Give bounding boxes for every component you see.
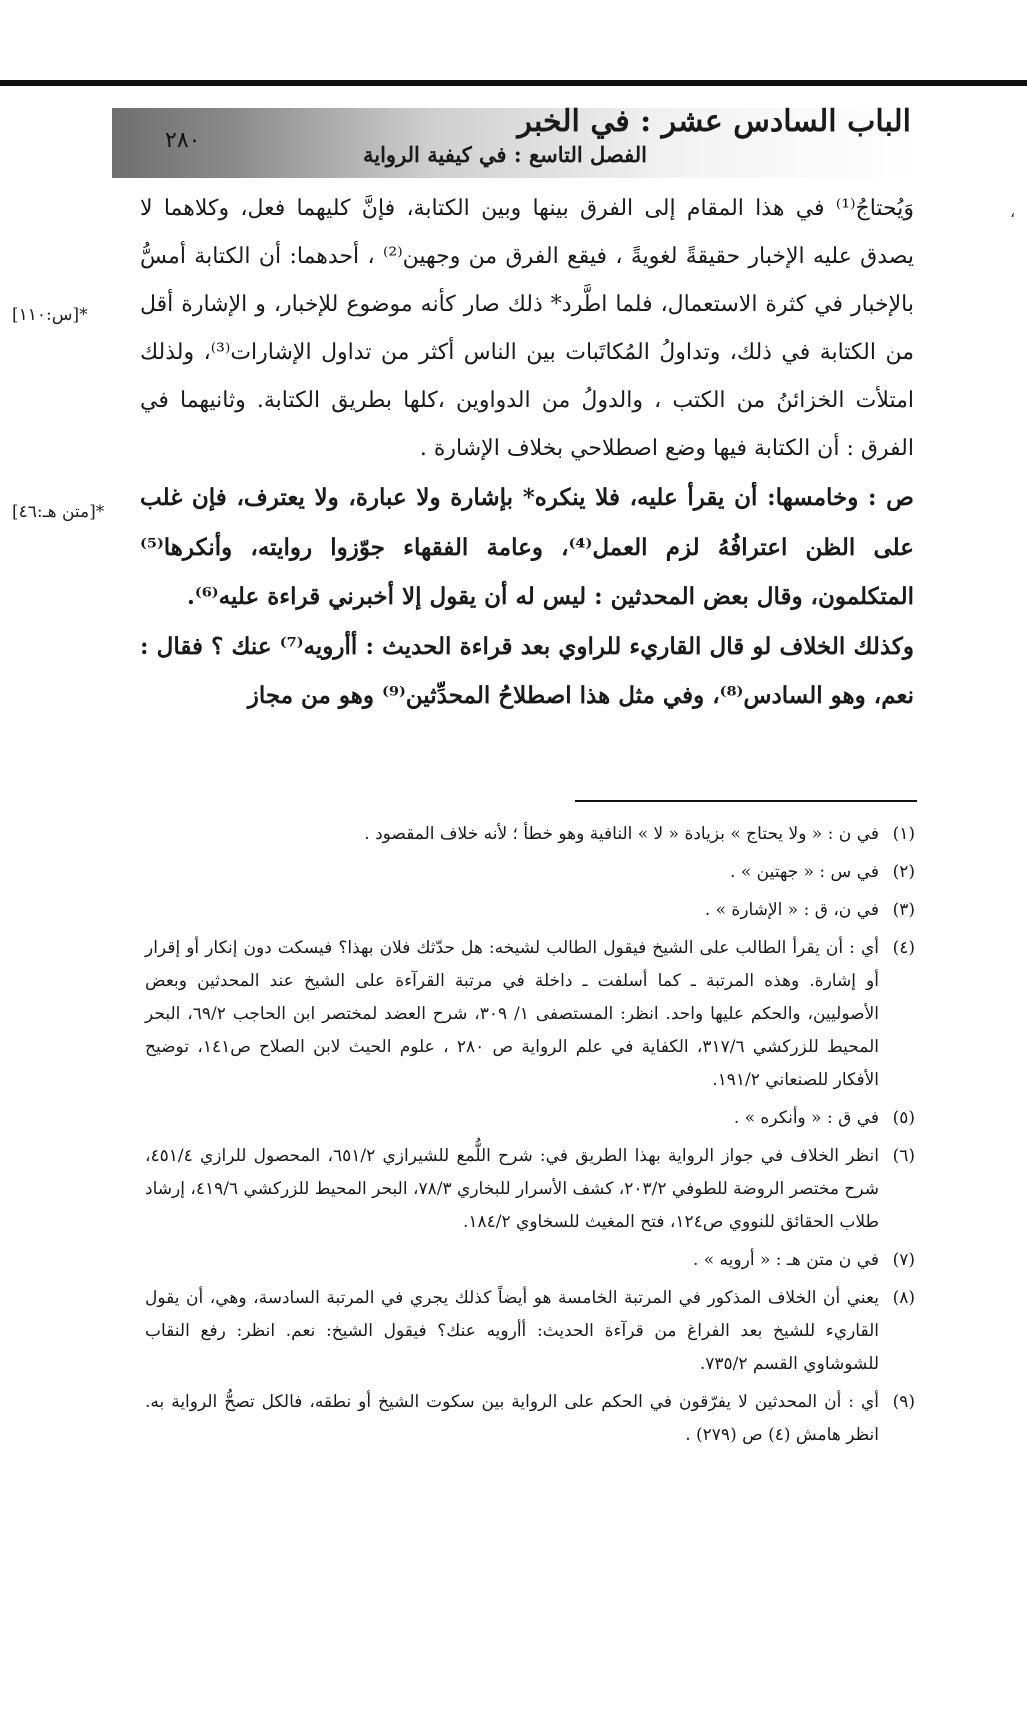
edge-mark: ، [1010, 202, 1016, 221]
section-title: الفصل التاسع : في كيفية الرواية [362, 142, 647, 167]
margin-note-matn-46: *[متن هـ:٤٦] [12, 502, 105, 522]
main-text [140, 185, 914, 721]
footnotes [145, 818, 915, 1457]
footnote-number: (٣) [892, 900, 915, 920]
footnote [145, 894, 915, 927]
footnote-number: (٤) [892, 938, 915, 958]
footnote-number: (٩) [892, 1392, 915, 1412]
footnote [145, 818, 915, 851]
footnote-text: أي : أن المحدثين لا يفرّقون في الحكم على الرواية بين سكوت الشيخ أو نطقه، فالكل تصحُّ الرواية به. انظر هامش (٤) ص (٢٧٩) . [145, 1392, 879, 1445]
chapter-title: الباب السادس عشر : في الخبر [517, 104, 911, 139]
margin-note-sin-110: *[س:١١٠] [12, 305, 88, 325]
footnote [145, 1244, 915, 1277]
footnote-text: في ن : « ولا يحتاج » بزيادة « لا » النافية وهو خطأ ؛ لأنه خلاف المقصود . [364, 824, 879, 844]
paragraph-2: ص : وخامسها: أن يقرأ عليه، فلا ينكره* بإشارة ولا عبارة، ولا يعترف، فإن غلب على الظن اعترافُهُ لزم العمل⁽⁴⁾، وعامة الفقهاء جوّزوا روايته، وأنكرها⁽⁵⁾ المتكلمون، وقال بعض المحدثين : ليس له أن يقول إلا أخبرني قراءة عليه⁽⁶⁾. [140, 484, 914, 610]
footnote-text: أي : أن يقرأ الطالب على الشيخ فيقول الطالب لشيخه: هل حدّثك فلان بهذا؟ فيسكت دون إنكار أو إقرار أو إشارة. وهذه المرتبة ـ كما أسلفت ـ داخلة في مرتبة القرآءة على الشيخ عند المحدثين وبعض الأصوليين، والحكم عليها واحد. انظر: المستصفى ١/ ٣٠٩، شرح العضد لمختصر ابن الحاجب ٦٩/٢، البحر المحيط للزركشي ٣١٧/٦، الكفاية في علم الرواية ص ٢٨٠ ، علوم الحيث لابن الصلاح ص١٤١، توضيح الأفكار للصنعاني ١٩١/٢. [145, 938, 879, 1090]
page-number: ٢٨٠ [165, 128, 201, 153]
footnote-number: (٥) [892, 1108, 915, 1128]
footnote-text: في س : « جهتين » . [730, 862, 879, 882]
paragraph-1: وَيُحتاجُ⁽¹⁾ في هذا المقام إلى الفرق بينها وبين الكتابة، فإنَّ كليهما فعل، وكلاهما لا يصدق عليه الإخبار حقيقةً لغويةً ، فيقع الفرق من وجهين⁽²⁾ ، أحدهما: أن الكتابة أمسُّ بالإخبار في كثرة الاستعمال، فلما اطَّرد* ذلك صار كأنه موضوع للإخبار، و الإشارة أقل من الكتابة في ذلك، وتداولُ المُكاتَبات بين الناس أكثر من تداول الإشارات⁽³⁾، ولذلك امتلأت الخزائنُ من الكتب ، والدولُ من الدواوين ،كلها بطريق الكتابة. وثانيهما في الفرق : أن الكتابة فيها وضع اصطلاحي بخلاف الإشارة . [140, 196, 914, 461]
footnote [145, 1282, 915, 1381]
footnote-number: (٦) [892, 1146, 915, 1166]
footnote-text: في ن، ق : « الإشارة » . [704, 900, 879, 920]
paragraph-3: وكذلك الخلاف لو قال القاريء للراوي بعد قراءة الحديث : أأرويه⁽⁷⁾ عنك ؟ فقال : نعم، وهو السادس⁽⁸⁾، وفي مثل هذا اصطلاحُ المحدِّثين⁽⁹⁾ وهو من مجاز [140, 632, 914, 709]
footnote-number: (٢) [892, 862, 915, 882]
footnote [145, 1386, 915, 1452]
top-rule [0, 80, 1027, 86]
footnote [145, 1140, 915, 1239]
footnote [145, 856, 915, 889]
footnote-number: (٧) [892, 1250, 915, 1270]
footnote-number: (٨) [892, 1288, 915, 1308]
footnote-text: انظر الخلاف في جواز الرواية بهذا الطريق في: شرح اللُّمع للشيرازي ٦٥١/٢، المحصول للرازي ٤٥١/٤، شرح مختصر الروضة للطوفي ٢٠٣/٢، كشف الأسرار للبخاري ٧٨/٣، البحر المحيط للزركشي ٤١٩/٦، إرشاد طلاب الحقائق للنووي ص١٢٤، فتح المغيث للسخاوي ١٨٤/٢. [145, 1146, 879, 1232]
footnote [145, 1102, 915, 1135]
footnote-text: يعني أن الخلاف المذكور في المرتبة الخامسة هو أيضاً كذلك يجري في المرتبة السادسة، وهي، أن يقول القاريء للشيخ بعد الفراغ من قرآءة الحديث: أأرويه عنك؟ فيقول الشيخ: نعم. انظر: رفع النقاب للشوشاوي القسم ٧٣٥/٢. [145, 1288, 879, 1374]
footnote-divider [575, 800, 917, 802]
footnote-text: في ن متن هـ : « أرويه » . [692, 1250, 879, 1270]
footnote-number: (١) [892, 824, 915, 844]
footnote [145, 932, 915, 1097]
footnote-text: في ق : « وأنكره » . [733, 1108, 879, 1128]
